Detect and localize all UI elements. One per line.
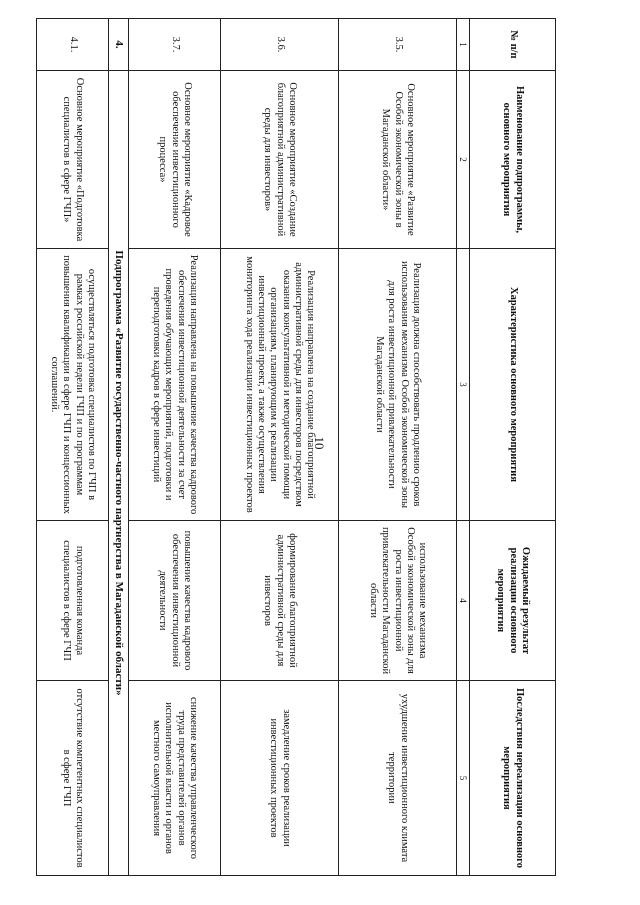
measure-characteristic: Реализация направлена на создание благоприятной административной среды для инвесторов посредством оказания консультативной и методической помощи организациям, планирующим к реализации инвестиционный проект, а также осуществления мониторинга хода реализации инвестиционных проектов: [220, 248, 338, 520]
measure-expected: использование механизма Особой экономической зоны для роста инвестиционной привлекательности Магаданской области: [338, 520, 456, 680]
row-number: 4.1.: [36, 18, 108, 70]
header-name: Наименование подпрограммы, основного мероприятия: [469, 70, 555, 248]
measure-name: Основное мероприятие «Кадровое обеспечение инвестиционного процесса»: [128, 70, 220, 248]
measure-consequences: отсутствие компетентных специалистов в сфере ГЧП: [36, 680, 108, 875]
measure-name: Основное мероприятие «Развитие Особой экономической зоны в Магаданской области»: [338, 70, 456, 248]
column-number: 5: [456, 680, 469, 875]
measure-name: Основное мероприятие «Подготовка специалистов в сфере ГЧП»: [36, 70, 108, 248]
measure-characteristic: осуществляться подготовка специалистов по ГЧП в рамках российской недели ГЧП и по программам повышения квалификации в сфере ГЧП и концессионных соглашений.: [36, 248, 108, 520]
table-row: [128, 18, 220, 875]
column-number: 2: [456, 70, 469, 248]
measure-expected: подготовленная команда специалистов в сфере ГЧП: [36, 520, 108, 680]
measures-table: [36, 18, 556, 876]
column-number: 4: [456, 520, 469, 680]
row-number: 3.5.: [338, 18, 456, 70]
subprogram-number: 4.: [108, 18, 128, 70]
measure-expected: повышение качества кадрового обеспечения инвестиционной деятельности: [128, 520, 220, 680]
column-number: 3: [456, 248, 469, 520]
page-number: 10: [312, 436, 327, 450]
measure-characteristic: Реализация направлена на повышение качества кадрового обеспечения инвестиционной деятельности за счет проведения обучающих мероприятий, подготовки и переподготовки кадров в сфере инвестиций: [128, 248, 220, 520]
column-number: 1: [456, 18, 469, 70]
header-consequences: Последствия нереализации основного мероприятия: [469, 680, 555, 875]
table-row: [338, 18, 456, 875]
subprogram-title: Подпрограмма «Развитие государственно-частного партнерства в Магаданской области»: [108, 70, 128, 875]
measure-characteristic: Реализация должна способствовать продлению сроков использования механизма Особой экономической зоны для роста инвестиционной привлекательности Магаданской области: [338, 248, 456, 520]
measure-expected: формирование благоприятной административной среды для инвесторов: [220, 520, 338, 680]
row-number: 3.7.: [128, 18, 220, 70]
row-number: 3.6.: [220, 18, 338, 70]
header-characteristic: Характеристика основного мероприятия: [469, 248, 555, 520]
table-container: [48, 18, 531, 875]
measure-consequences: ухудшение инвестиционного климата территории: [338, 680, 456, 875]
measure-consequences: снижение качества управленческого труда представителей органов исполнительной власти и органов местного самоуправления: [128, 680, 220, 875]
header-num: № п/п: [469, 18, 555, 70]
measure-name: Основное мероприятие «Создание благоприятной административной среды для инвесторов»: [220, 70, 338, 248]
column-number-row: [456, 18, 469, 875]
table-row: [220, 18, 338, 875]
header-row: [469, 18, 555, 875]
header-expected: Ожидаемый результат реализации основного мероприятия: [469, 520, 555, 680]
table-row: [36, 18, 108, 875]
measure-consequences: замедление сроков реализации инвестиционных проектов: [220, 680, 338, 875]
subprogram-row: [108, 18, 128, 875]
